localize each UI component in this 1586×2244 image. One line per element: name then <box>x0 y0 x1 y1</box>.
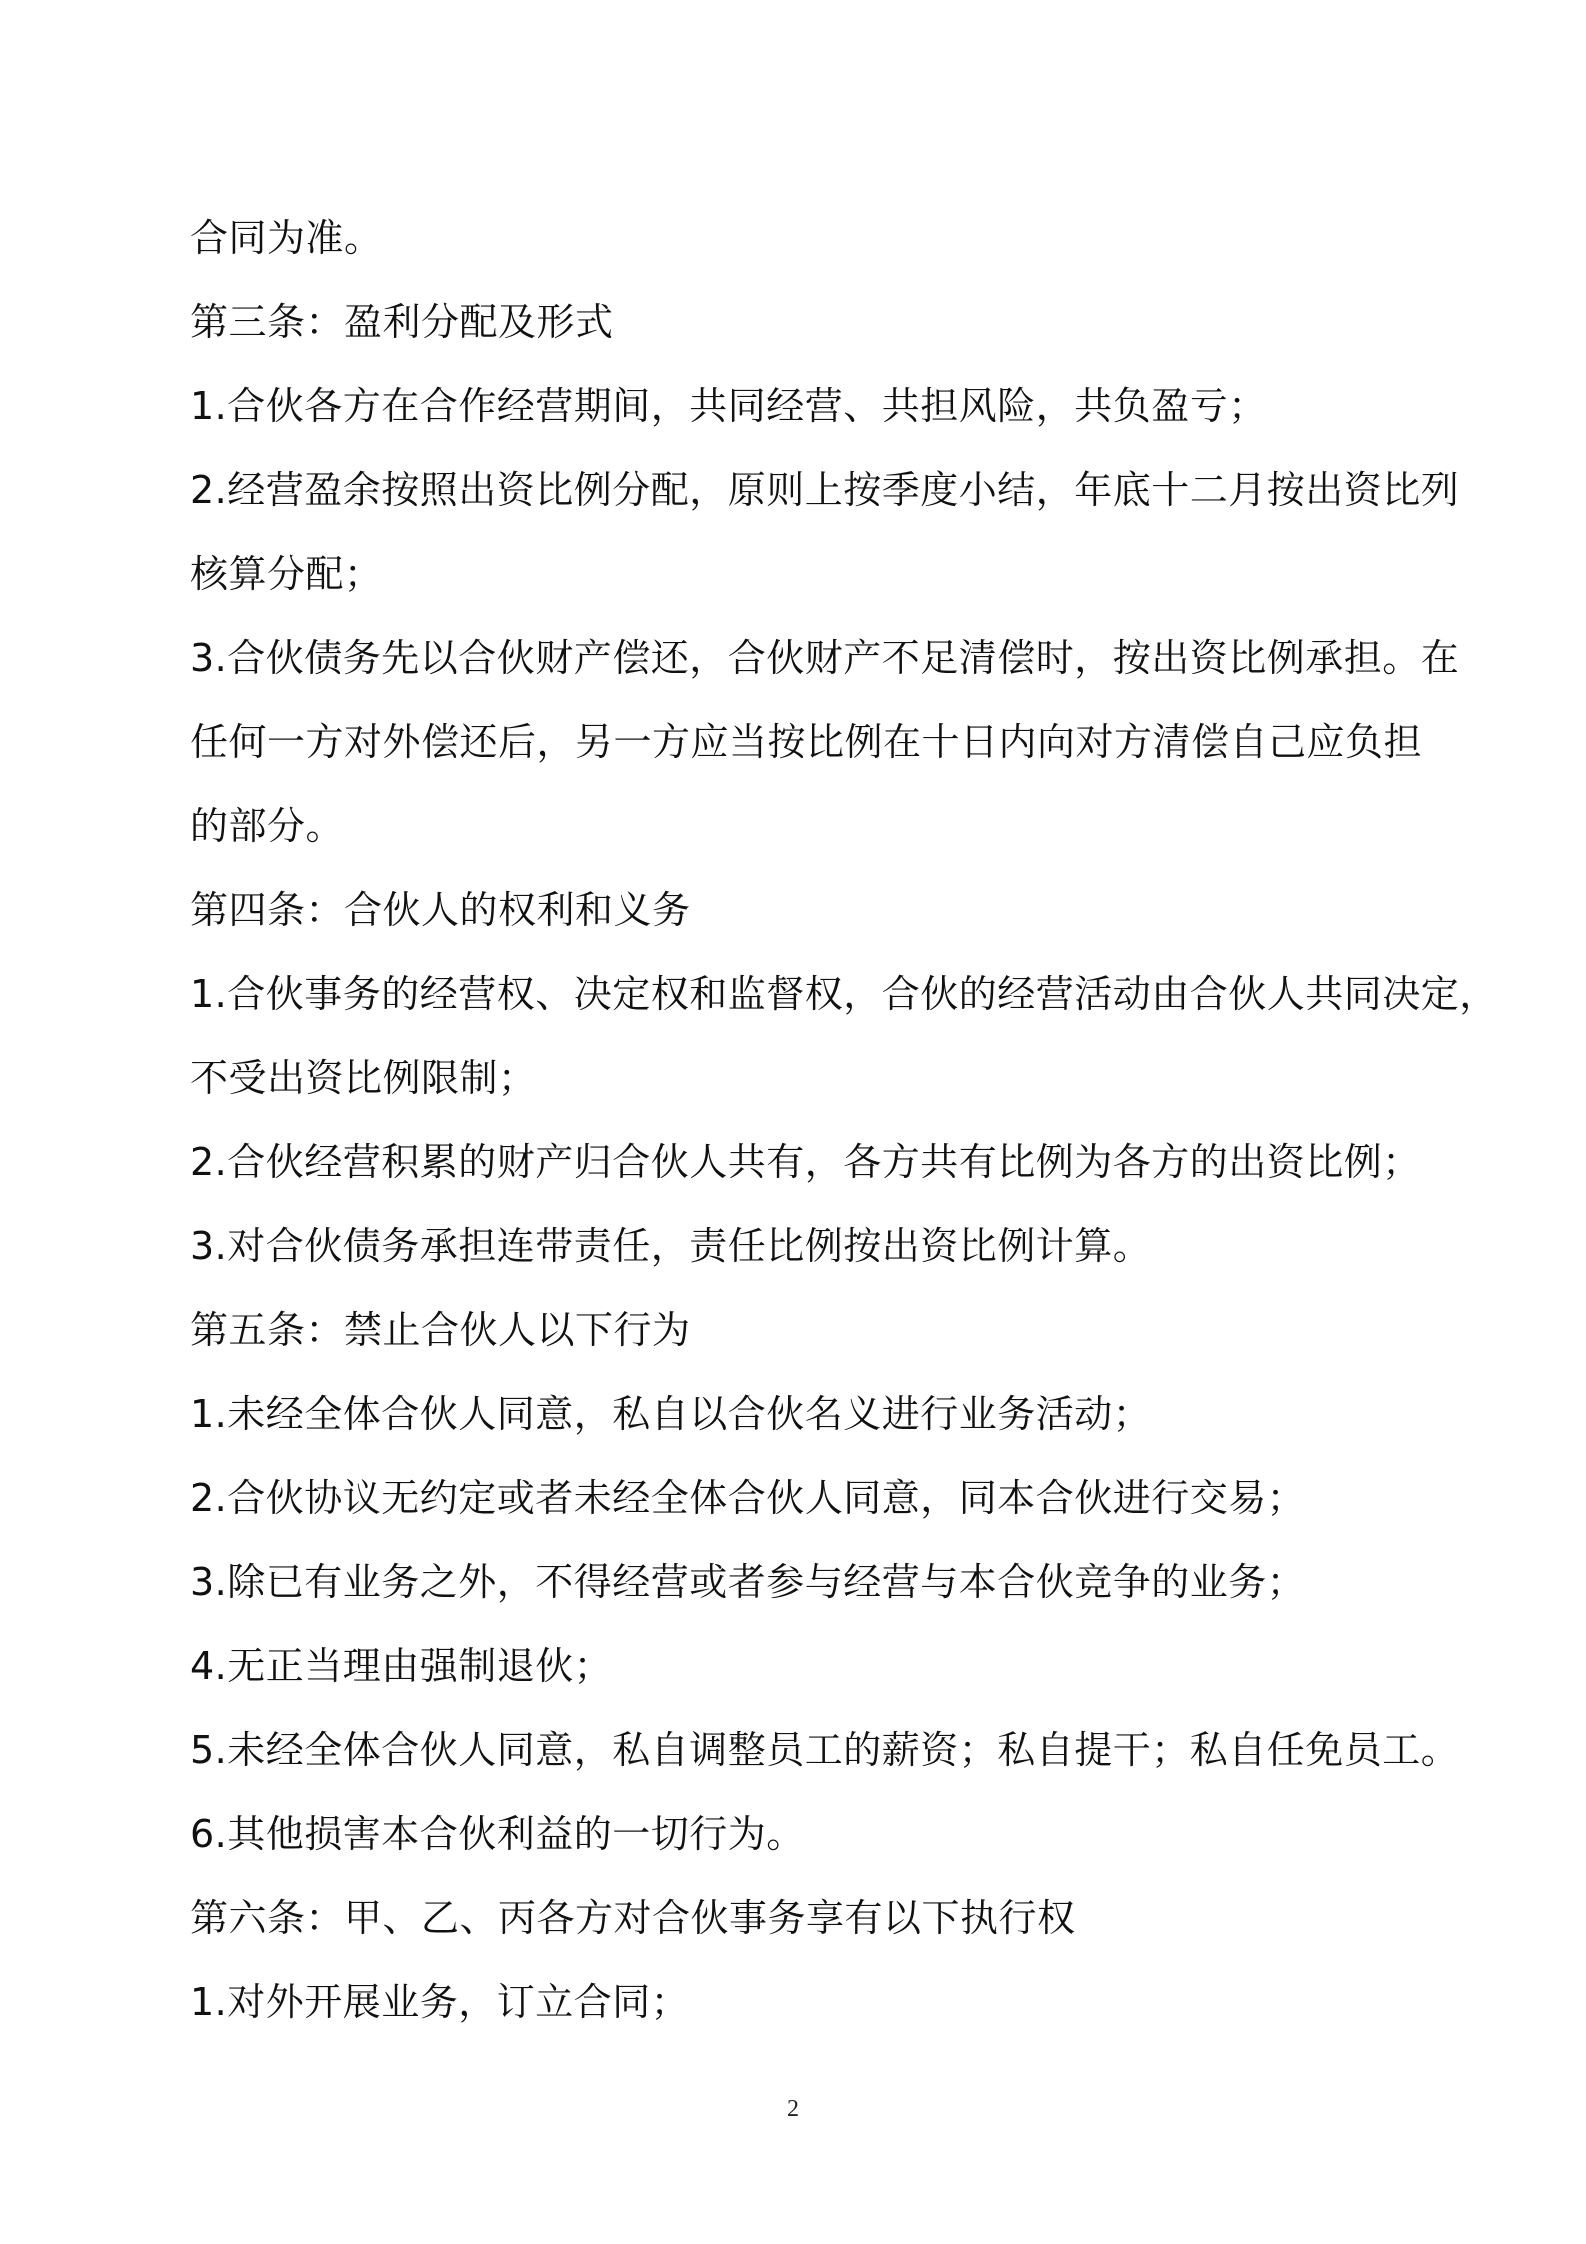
text-line: 1.合伙事务的经营权、决定权和监督权，合伙的经营活动由合伙人共同决定， <box>190 972 1498 1016</box>
text-line: 1.对外开展业务，订立合同； <box>190 1980 690 2024</box>
text-line: 3.对合伙债务承担连带责任，责任比例按出资比例计算。 <box>190 1224 1152 1268</box>
text-line: 2.合伙协议无约定或者未经全体合伙人同意，同本合伙进行交易； <box>190 1476 1306 1520</box>
text-line: 1.未经全体合伙人同意，私自以合伙名义进行业务活动； <box>190 1392 1152 1436</box>
text-line: 6.其他损害本合伙利益的一切行为。 <box>190 1812 805 1856</box>
text-line: 4.无正当理由强制退伙； <box>190 1644 613 1688</box>
text-line: 核算分配； <box>190 552 383 596</box>
text-line: 3.除已有业务之外，不得经营或者参与经营与本合伙竞争的业务； <box>190 1560 1306 1604</box>
article-heading: 第六条：甲、乙、丙各方对合伙事务享有以下执行权 <box>190 1896 1076 1940</box>
text-line: 的部分。 <box>190 804 345 848</box>
text-line: 合同为准。 <box>190 216 383 260</box>
article-heading: 第四条：合伙人的权利和义务 <box>190 888 691 932</box>
text-line: 2.经营盈余按照出资比例分配，原则上按季度小结，年底十二月按出资比列 <box>190 468 1460 512</box>
article-heading: 第五条：禁止合伙人以下行为 <box>190 1308 691 1352</box>
text-line: 不受出资比例限制； <box>190 1056 537 1100</box>
text-line: 3.合伙债务先以合伙财产偿还，合伙财产不足清偿时，按出资比例承担。在 <box>190 636 1460 680</box>
page-number: 2 <box>787 2096 799 2122</box>
text-line: 任何一方对外偿还后，另一方应当按比例在十日内向对方清偿自己应负担 <box>190 720 1423 764</box>
text-line: 5.未经全体合伙人同意，私自调整员工的薪资；私自提干；私自任免员工。 <box>190 1728 1460 1772</box>
text-line: 1.合伙各方在合作经营期间，共同经营、共担风险，共负盈亏； <box>190 384 1267 428</box>
text-line: 2.合伙经营积累的财产归合伙人共有，各方共有比例为各方的出资比例； <box>190 1140 1421 1184</box>
article-heading: 第三条：盈利分配及形式 <box>190 300 614 344</box>
document-body <box>190 196 1498 2044</box>
